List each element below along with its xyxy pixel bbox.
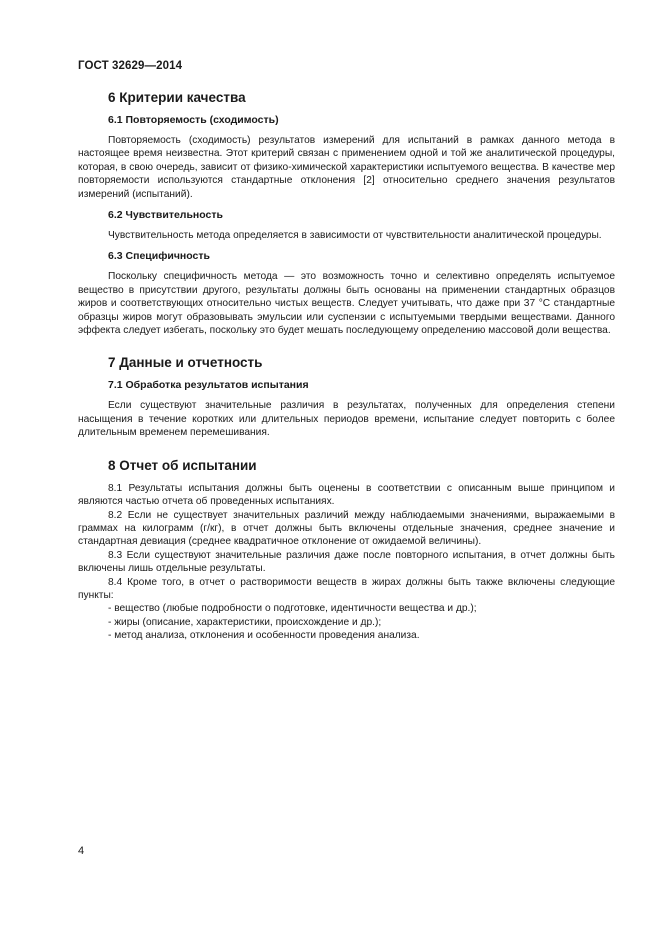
section-6-1-title: 6.1 Повторяемость (сходимость) (108, 114, 279, 126)
section-6-1-text: Повторяемость (сходимость) результатов измерений для испытаний в рамках данного метода в настоящее время неизвестна. Этот критерий связан с применением одной и той же аналитической процедуры, которая, в свою очередь, зависит от физико-химической характеристики испытуемого вещества. В качестве мер повторяемости используются стандартные отклонения [2] относительно среднего значения результатов измерений (испытаний). (78, 135, 615, 200)
section-6-title: 6 Критерии качества (108, 90, 246, 105)
document-header: ГОСТ 32629—2014 (78, 60, 183, 72)
section-6-2-title: 6.2 Чувствительность (108, 209, 223, 222)
list-item: - вещество (любые подробности о подготовке, идентичности вещества и др.); (108, 603, 477, 615)
page-content (78, 90, 615, 643)
section-6-3-title: 6.3 Специфичность (108, 250, 210, 263)
section-8-1-text: 8.1 Результаты испытания должны быть оценены в соответствии с описанным выше принципом и являются частью отчета об проведенных испытаниях. (78, 482, 615, 508)
section-8-2-text: 8.2 Если не существует значительных различий между наблюдаемыми значениями, выражаемыми в граммах на килограмм (г/кг), в отчет должны быть включены отдельные значения, среднее значение и стандартная девиация (среднее квадратичное отклонение от ожидаемой величины). (78, 509, 615, 548)
section-8-3-text: 8.3 Если существуют значительные различия даже после повторного испытания, в отчет должны быть включены лишь отдельные результаты. (78, 549, 615, 575)
report-items-list (78, 602, 615, 642)
list-item: - жиры (описание, характеристики, происхождение и др.); (108, 616, 382, 628)
section-6-2-text: Чувствительность метода определяется в зависимости от чувствительности аналитической процедуры. (108, 230, 602, 242)
section-8-4-text: 8.4 Кроме того, в отчет о растворимости веществ в жирах должны быть также включены следующие пункты: (78, 576, 615, 601)
section-8-title: 8 Отчет об испытании (108, 457, 257, 473)
section-7-1-title: 7.1 Обработка результатов испытания (108, 379, 309, 392)
section-6-3-text: Поскольку специфичность метода — это возможность точно и селективно определять испытуемое вещество в присутствии другого, результаты должны быть основаны на применении стандартных образцов жиров и соответствующих относительно чистых веществ. Следует учитывать, что даже при 37 °C стандартные образцы жиров могут образовывать эмульсии или суспензии с испытуемыми твердыми веществами. Данного эффекта следует избегать, поскольку это будет мешать последующему определению массовой доли вещества. (78, 271, 615, 337)
section-7-title: 7 Данные и отчетность (108, 355, 263, 371)
list-item: - метод анализа, отклонения и особенности проведения анализа. (108, 630, 420, 642)
page-number: 4 (78, 845, 85, 857)
section-7-1-text: Если существуют значительные различия в результатах, полученных для определения степени насыщения в течение коротких или длительных периодов времени, испытание следует повторить с более длительным временем перемешивания. (78, 400, 615, 439)
